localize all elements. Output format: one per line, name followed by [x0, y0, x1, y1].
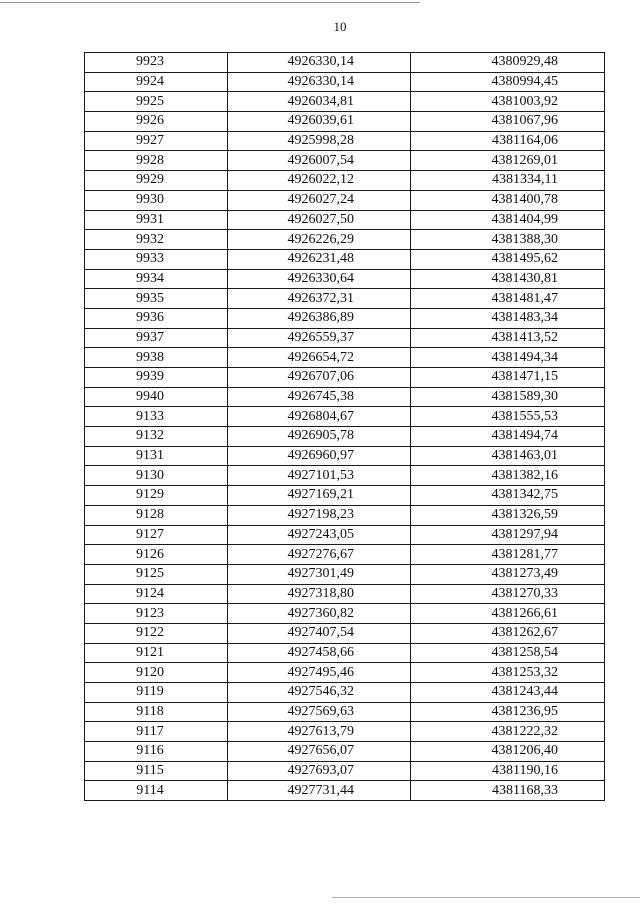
point-number-cell: 9121 [85, 643, 228, 663]
point-number-cell: 9120 [85, 663, 228, 683]
y-coordinate-cell: 4381258,54 [411, 643, 605, 663]
point-number-cell: 9131 [85, 446, 228, 466]
table-row [85, 407, 605, 427]
y-coordinate-cell: 4381404,99 [411, 210, 605, 230]
x-coordinate-cell: 4926330,14 [228, 53, 411, 73]
table-row [85, 151, 605, 171]
y-coordinate-cell: 4381067,96 [411, 112, 605, 132]
y-coordinate-cell: 4381253,32 [411, 663, 605, 683]
point-number-cell: 9925 [85, 92, 228, 112]
point-number-cell: 9930 [85, 190, 228, 210]
point-number-cell: 9125 [85, 564, 228, 584]
y-coordinate-cell: 4381326,59 [411, 505, 605, 525]
point-number-cell: 9132 [85, 427, 228, 447]
table-row [85, 308, 605, 328]
table-row [85, 623, 605, 643]
point-number-cell: 9938 [85, 348, 228, 368]
point-number-cell: 9931 [85, 210, 228, 230]
x-coordinate-cell: 4927458,66 [228, 643, 411, 663]
coordinates-table [84, 52, 605, 801]
y-coordinate-cell: 4381494,34 [411, 348, 605, 368]
table-row [85, 604, 605, 624]
x-coordinate-cell: 4926330,14 [228, 72, 411, 92]
point-number-cell: 9119 [85, 683, 228, 703]
x-coordinate-cell: 4927198,23 [228, 505, 411, 525]
y-coordinate-cell: 4381494,74 [411, 427, 605, 447]
y-coordinate-cell: 4380994,45 [411, 72, 605, 92]
x-coordinate-cell: 4926007,54 [228, 151, 411, 171]
table-row [85, 53, 605, 73]
point-number-cell: 9928 [85, 151, 228, 171]
x-coordinate-cell: 4926039,61 [228, 112, 411, 132]
point-number-cell: 9133 [85, 407, 228, 427]
x-coordinate-cell: 4926027,50 [228, 210, 411, 230]
point-number-cell: 9924 [85, 72, 228, 92]
point-number-cell: 9124 [85, 584, 228, 604]
point-number-cell: 9926 [85, 112, 228, 132]
y-coordinate-cell: 4381270,33 [411, 584, 605, 604]
point-number-cell: 9114 [85, 781, 228, 801]
x-coordinate-cell: 4926226,29 [228, 230, 411, 250]
table-row [85, 742, 605, 762]
y-coordinate-cell: 4381400,78 [411, 190, 605, 210]
point-number-cell: 9934 [85, 269, 228, 289]
y-coordinate-cell: 4381003,92 [411, 92, 605, 112]
table-row [85, 781, 605, 801]
scan-edge-bottom [332, 897, 640, 898]
table-row [85, 584, 605, 604]
point-number-cell: 9117 [85, 722, 228, 742]
table-row [85, 663, 605, 683]
x-coordinate-cell: 4926804,67 [228, 407, 411, 427]
point-number-cell: 9118 [85, 702, 228, 722]
x-coordinate-cell: 4927276,67 [228, 545, 411, 565]
table-row [85, 348, 605, 368]
x-coordinate-cell: 4927318,80 [228, 584, 411, 604]
table-row [85, 466, 605, 486]
scan-edge-top [0, 2, 420, 3]
y-coordinate-cell: 4381463,01 [411, 446, 605, 466]
x-coordinate-cell: 4926559,37 [228, 328, 411, 348]
point-number-cell: 9927 [85, 131, 228, 151]
y-coordinate-cell: 4381413,52 [411, 328, 605, 348]
table-row [85, 112, 605, 132]
point-number-cell: 9123 [85, 604, 228, 624]
y-coordinate-cell: 4381273,49 [411, 564, 605, 584]
point-number-cell: 9130 [85, 466, 228, 486]
y-coordinate-cell: 4381342,75 [411, 486, 605, 506]
y-coordinate-cell: 4381334,11 [411, 171, 605, 191]
table-row [85, 368, 605, 388]
x-coordinate-cell: 4926034,81 [228, 92, 411, 112]
x-coordinate-cell: 4926654,72 [228, 348, 411, 368]
x-coordinate-cell: 4926372,31 [228, 289, 411, 309]
table-row [85, 564, 605, 584]
point-number-cell: 9129 [85, 486, 228, 506]
y-coordinate-cell: 4381266,61 [411, 604, 605, 624]
y-coordinate-cell: 4381236,95 [411, 702, 605, 722]
x-coordinate-cell: 4926960,97 [228, 446, 411, 466]
table-row [85, 387, 605, 407]
x-coordinate-cell: 4927243,05 [228, 525, 411, 545]
point-number-cell: 9937 [85, 328, 228, 348]
y-coordinate-cell: 4381297,94 [411, 525, 605, 545]
x-coordinate-cell: 4926330,64 [228, 269, 411, 289]
table-row [85, 249, 605, 269]
y-coordinate-cell: 4381483,34 [411, 308, 605, 328]
table-row [85, 446, 605, 466]
x-coordinate-cell: 4927169,21 [228, 486, 411, 506]
table-row [85, 683, 605, 703]
x-coordinate-cell: 4927546,32 [228, 683, 411, 703]
table-row [85, 486, 605, 506]
page-number: 10 [333, 19, 347, 34]
coordinates-table-body [85, 53, 605, 801]
y-coordinate-cell: 4381555,53 [411, 407, 605, 427]
table-row [85, 722, 605, 742]
x-coordinate-cell: 4926231,48 [228, 249, 411, 269]
table-row [85, 210, 605, 230]
y-coordinate-cell: 4381243,44 [411, 683, 605, 703]
table-row [85, 269, 605, 289]
x-coordinate-cell: 4927407,54 [228, 623, 411, 643]
x-coordinate-cell: 4927693,07 [228, 761, 411, 781]
x-coordinate-cell: 4927360,82 [228, 604, 411, 624]
point-number-cell: 9116 [85, 742, 228, 762]
table-row [85, 702, 605, 722]
table-row [85, 525, 605, 545]
x-coordinate-cell: 4926905,78 [228, 427, 411, 447]
y-coordinate-cell: 4380929,48 [411, 53, 605, 73]
point-number-cell: 9923 [85, 53, 228, 73]
y-coordinate-cell: 4381589,30 [411, 387, 605, 407]
y-coordinate-cell: 4381168,33 [411, 781, 605, 801]
y-coordinate-cell: 4381471,15 [411, 368, 605, 388]
y-coordinate-cell: 4381481,47 [411, 289, 605, 309]
point-number-cell: 9936 [85, 308, 228, 328]
y-coordinate-cell: 4381190,16 [411, 761, 605, 781]
y-coordinate-cell: 4381430,81 [411, 269, 605, 289]
table-row [85, 72, 605, 92]
table-row [85, 427, 605, 447]
y-coordinate-cell: 4381262,67 [411, 623, 605, 643]
x-coordinate-cell: 4927656,07 [228, 742, 411, 762]
x-coordinate-cell: 4926022,12 [228, 171, 411, 191]
y-coordinate-cell: 4381206,40 [411, 742, 605, 762]
table-row [85, 643, 605, 663]
x-coordinate-cell: 4925998,28 [228, 131, 411, 151]
x-coordinate-cell: 4927301,49 [228, 564, 411, 584]
table-row [85, 761, 605, 781]
x-coordinate-cell: 4927495,46 [228, 663, 411, 683]
table-row [85, 505, 605, 525]
y-coordinate-cell: 4381388,30 [411, 230, 605, 250]
table-row [85, 171, 605, 191]
point-number-cell: 9939 [85, 368, 228, 388]
point-number-cell: 9115 [85, 761, 228, 781]
x-coordinate-cell: 4927731,44 [228, 781, 411, 801]
point-number-cell: 9940 [85, 387, 228, 407]
point-number-cell: 9127 [85, 525, 228, 545]
table-row [85, 545, 605, 565]
point-number-cell: 9126 [85, 545, 228, 565]
x-coordinate-cell: 4927101,53 [228, 466, 411, 486]
y-coordinate-cell: 4381281,77 [411, 545, 605, 565]
x-coordinate-cell: 4926707,06 [228, 368, 411, 388]
point-number-cell: 9122 [85, 623, 228, 643]
y-coordinate-cell: 4381495,62 [411, 249, 605, 269]
point-number-cell: 9929 [85, 171, 228, 191]
point-number-cell: 9128 [85, 505, 228, 525]
table-row [85, 289, 605, 309]
x-coordinate-cell: 4927613,79 [228, 722, 411, 742]
point-number-cell: 9935 [85, 289, 228, 309]
y-coordinate-cell: 4381222,32 [411, 722, 605, 742]
x-coordinate-cell: 4926386,89 [228, 308, 411, 328]
x-coordinate-cell: 4926027,24 [228, 190, 411, 210]
y-coordinate-cell: 4381382,16 [411, 466, 605, 486]
table-row [85, 92, 605, 112]
table-row [85, 190, 605, 210]
table-row [85, 328, 605, 348]
point-number-cell: 9932 [85, 230, 228, 250]
x-coordinate-cell: 4926745,38 [228, 387, 411, 407]
y-coordinate-cell: 4381269,01 [411, 151, 605, 171]
table-row [85, 131, 605, 151]
x-coordinate-cell: 4927569,63 [228, 702, 411, 722]
table-row [85, 230, 605, 250]
y-coordinate-cell: 4381164,06 [411, 131, 605, 151]
point-number-cell: 9933 [85, 249, 228, 269]
